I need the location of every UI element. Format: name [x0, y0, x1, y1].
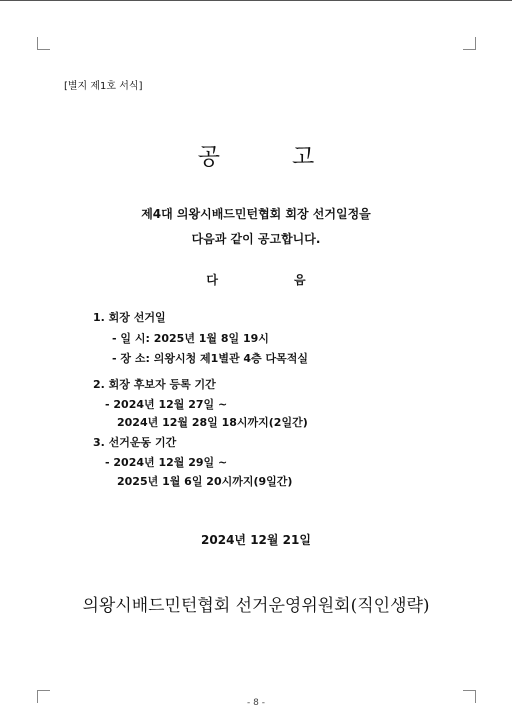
page-number: - 8 -	[247, 698, 265, 708]
heading-char-2: 음	[294, 273, 306, 287]
section-1-title: 1. 회장 선거일	[93, 311, 166, 324]
crop-mark-top-right	[463, 37, 476, 50]
section-1-line-2: - 장 소: 의왕시청 제1별관 4층 다목적실	[112, 352, 309, 365]
issuer-name: 의왕시배드민턴협회 선거운영위원회(직인생략)	[82, 596, 430, 616]
title-char-1: 공	[197, 144, 220, 170]
section-3-title: 3. 선거운동 기간	[93, 436, 177, 449]
intro-line-2: 다음과 같이 공고합니다.	[191, 232, 321, 246]
section-heading	[0, 271, 512, 288]
section-3-line-2: 2025년 1월 6일 20시까지(9일간)	[117, 475, 293, 488]
announcement-date: 2024년 12월 21일	[201, 533, 311, 547]
section-2-title: 2. 회장 후보자 등록 기간	[93, 378, 216, 391]
top-border-line	[0, 0, 512, 1]
heading-char-1: 다	[206, 273, 218, 287]
section-2-line-1: - 2024년 12월 27일 ~	[105, 398, 228, 411]
form-label: [별지 제1호 서식]	[64, 81, 143, 92]
intro-line-1: 제4대 의왕시배드민턴협회 회장 선거일정을	[141, 207, 371, 221]
crop-mark-top-left	[37, 37, 50, 50]
section-2-line-2: 2024년 12월 28일 18시까지(2일간)	[117, 416, 308, 429]
section-1-line-1: - 일 시: 2025년 1월 8일 19시	[112, 332, 269, 345]
document-title	[0, 138, 512, 171]
section-3-line-1: - 2024년 12월 29일 ~	[105, 456, 228, 469]
title-char-2: 고	[292, 144, 315, 170]
